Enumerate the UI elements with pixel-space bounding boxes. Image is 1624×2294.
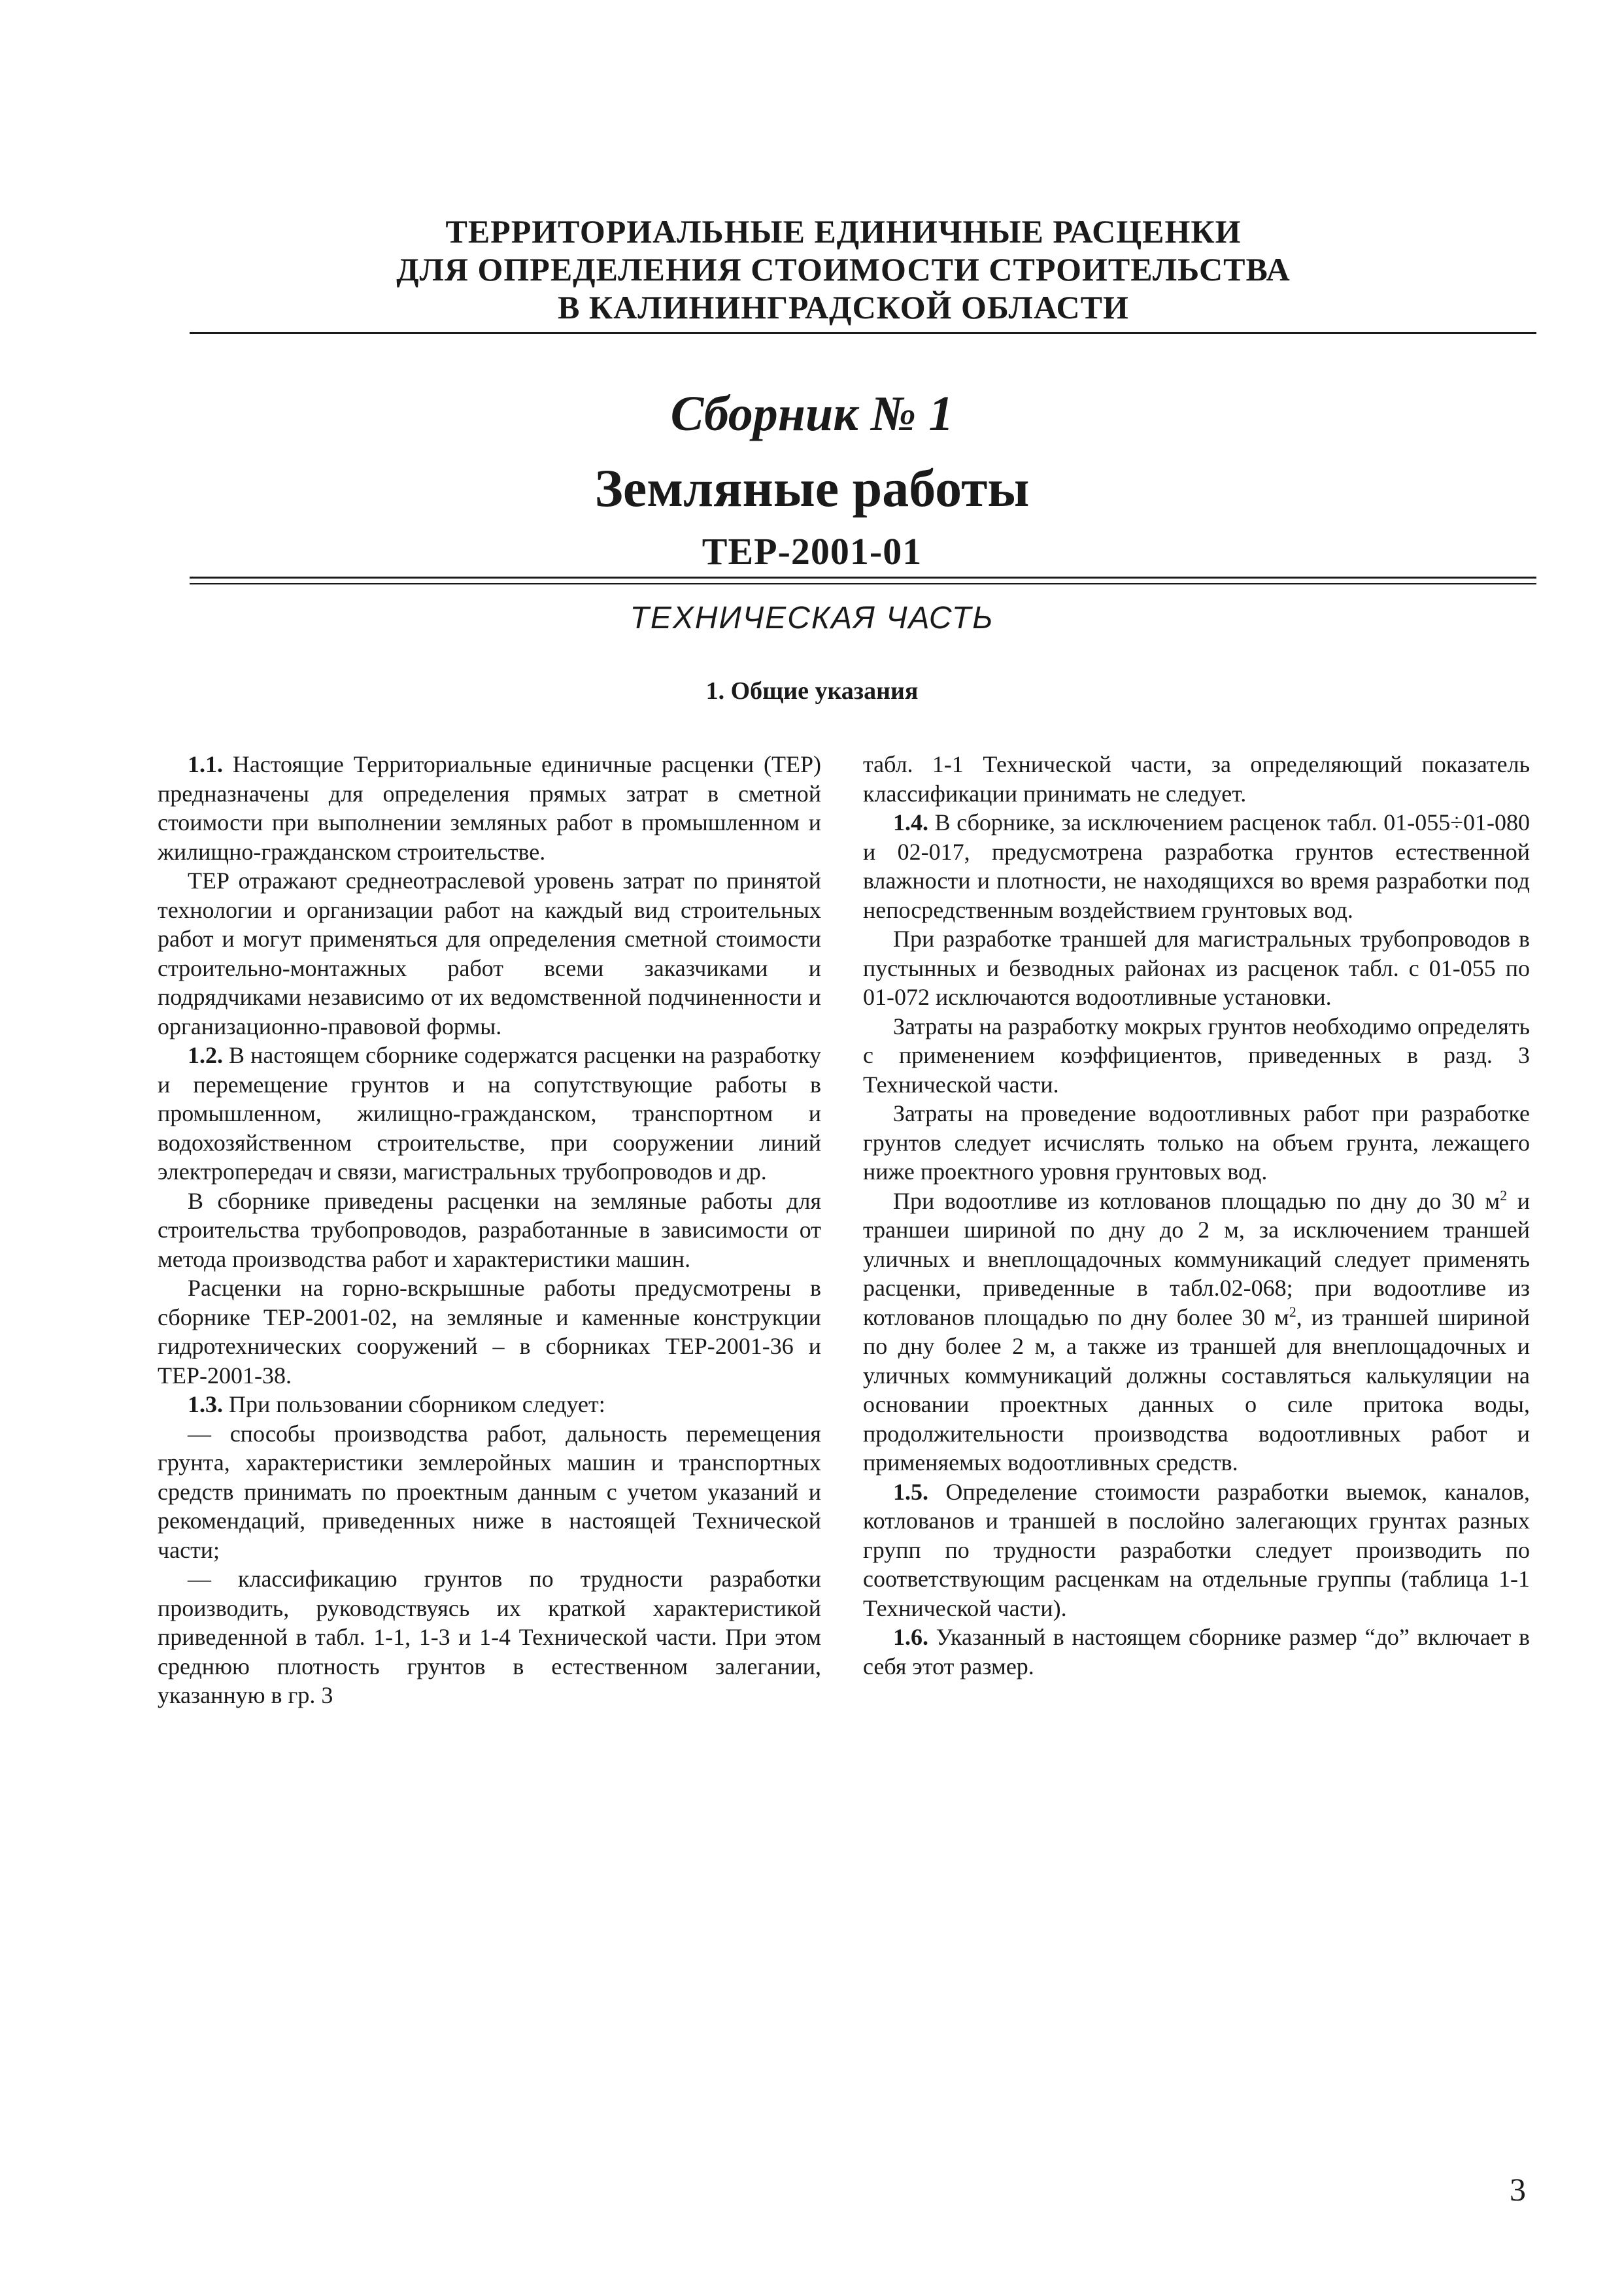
paragraph: Затраты на разработку мокрых грунтов необходимо определять с применением коэффициентов, приведенных в разд. 3 Технической части.: [863, 1013, 1530, 1098]
code-rule-bottom: [190, 583, 1536, 584]
header-line-2: ДЛЯ ОПРЕДЕЛЕНИЯ СТОИМОСТИ СТРОИТЕЛЬСТВА: [396, 251, 1291, 288]
document-header: [327, 212, 1360, 326]
technical-part-heading: ТЕХНИЧЕСКАЯ ЧАСТЬ: [630, 601, 994, 635]
right-column: [863, 750, 1530, 1681]
paragraph-1-6: [863, 1623, 1530, 1681]
list-item: — классификацию грунтов по трудности разработки производить, руководствуясь их краткой характеристикой приведенной в табл. 1-1, 1-3 и 1-4 Технической части. При этом среднюю плотность грунтов в естественном залегании, указанную в гр. 3: [158, 1566, 821, 1708]
clause-text: Настоящие Территориальные единичные расценки (ТЕР) предназначены для определения прямых затрат в сметной стоимости при выполнении земляных работ в промышленном и жилищно-гражданском строительстве.: [158, 751, 821, 865]
clause-number: 1.1.: [188, 751, 223, 777]
clause-text: В сборнике, за исключением расценок табл. 01-055÷01-080 и 02-017, предусмотрена разработка грунтов естественной влажности и плотности, не находящихся во время разработки под непосредственным воздействием грунтовых вод.: [863, 809, 1530, 923]
paragraph: Расценки на горно-вскрышные работы предусмотрены в сборнике ТЕР-2001-02, на земляные и каменные конструкции гидротехнических сооружений – в сборниках ТЕР-2001-36 и ТЕР-2001-38.: [158, 1275, 821, 1389]
clause-number: 1.3.: [188, 1391, 223, 1417]
clause-text: При пользовании сборником следует:: [223, 1391, 605, 1417]
collection-number: Сборник № 1: [670, 386, 954, 441]
paragraph-1-3: [158, 1390, 821, 1419]
clause-number: 1.6.: [893, 1624, 928, 1650]
paragraph: При разработке траншей для магистральных трубопроводов в пустынных и безводных районах из расценок табл. с 01-055 по 01-072 исключаются водоотливные установки.: [863, 926, 1530, 1010]
paragraph: ТЕР отражают среднеотраслевой уровень затрат по принятой технологии и организации работ на каждый вид строительных работ и могут применяться для определения сметной стоимости строительно-монтажных работ всеми заказчиками и подрядчиками независимо от их ведомственной подчиненности и организационно-правовой формы.: [158, 868, 821, 1039]
section-title: Земляные работы: [594, 458, 1030, 518]
text-fragment: и траншеи шириной по дну до 2 м, за исключением траншей уличных и внеплощадочных коммуникаций следует применять расценки, приведенные в табл.02-068; при водоотливе из котлованов площадью по дну более 30 м: [863, 1187, 1531, 1330]
paragraph-dewatering: [863, 1187, 1530, 1477]
clause-text: Определение стоимости разработки выемок, каналов, котлованов и траншей в послойно залегающих грунтах разных групп по трудности разработки следует производить по соответствующим расценкам на отдельные группы (таблица 1-1 Технической части).: [863, 1478, 1530, 1621]
paragraph-1-2: [158, 1041, 821, 1187]
text-fragment: , из траншей шириной по дну более 2 м, а также из траншей для внеплощадочных и уличных коммуникаций должны составляться калькуляции на основании проектных данных о силе притока воды, продолжительности производства водоотливных работ и применяемых водоотливных средств.: [863, 1304, 1530, 1476]
paragraph-1-1: [158, 750, 821, 866]
paragraph-1-4: [863, 808, 1530, 924]
superscript: 2: [1289, 1303, 1296, 1320]
page-number: 3: [1510, 2171, 1526, 2208]
clause-text: В настоящем сборнике содержатся расценки на разработку и перемещение грунтов и на сопутствующие работы в промышленном, жилищно-гражданском, транспортном и водохозяйственном строительстве, при сооружении линий электропередач и связи, магистральных трубопроводов и др.: [158, 1042, 821, 1185]
paragraph: Затраты на проведение водоотливных работ при разработке грунтов следует исчислять только на объем грунта, лежащего ниже проектного уровня грунтовых вод.: [863, 1100, 1530, 1185]
superscript: 2: [1500, 1187, 1508, 1204]
general-instructions-heading: 1. Общие указания: [705, 677, 919, 705]
left-column: [158, 750, 821, 1710]
paragraph-continuation: табл. 1-1 Технической части, за определяющий показатель классификации принимать не следует.: [863, 751, 1530, 807]
paragraph-1-5: [863, 1477, 1530, 1623]
clause-text: Указанный в настоящем сборнике размер “до” включает в себя этот размер.: [863, 1624, 1530, 1679]
text-fragment: При водоотливе из котлованов площадью по дну до 30 м: [893, 1187, 1500, 1214]
list-item: — способы производства работ, дальность перемещения грунта, характеристики землеройных машин и транспортных средств принимать по проектным данным с учетом указаний и рекомендаций, приведенных ниже в настоящей Технической части;: [158, 1420, 821, 1563]
header-line-3: В КАЛИНИНГРАДСКОЙ ОБЛАСТИ: [558, 289, 1129, 326]
clause-number: 1.2.: [188, 1042, 223, 1068]
header-rule: [190, 332, 1536, 334]
code-rule-top: [190, 577, 1536, 579]
clause-number: 1.4.: [893, 809, 928, 835]
paragraph: В сборнике приведены расценки на земляные работы для строительства трубопроводов, разработанные в зависимости от метода производства работ и характеристики машин.: [158, 1187, 821, 1272]
clause-number: 1.5.: [893, 1478, 928, 1505]
header-line-1: ТЕРРИТОРИАЛЬНЫЕ ЕДИНИЧНЫЕ РАСЦЕНКИ: [445, 213, 1242, 250]
document-code: ТЕР-2001-01: [702, 530, 922, 573]
